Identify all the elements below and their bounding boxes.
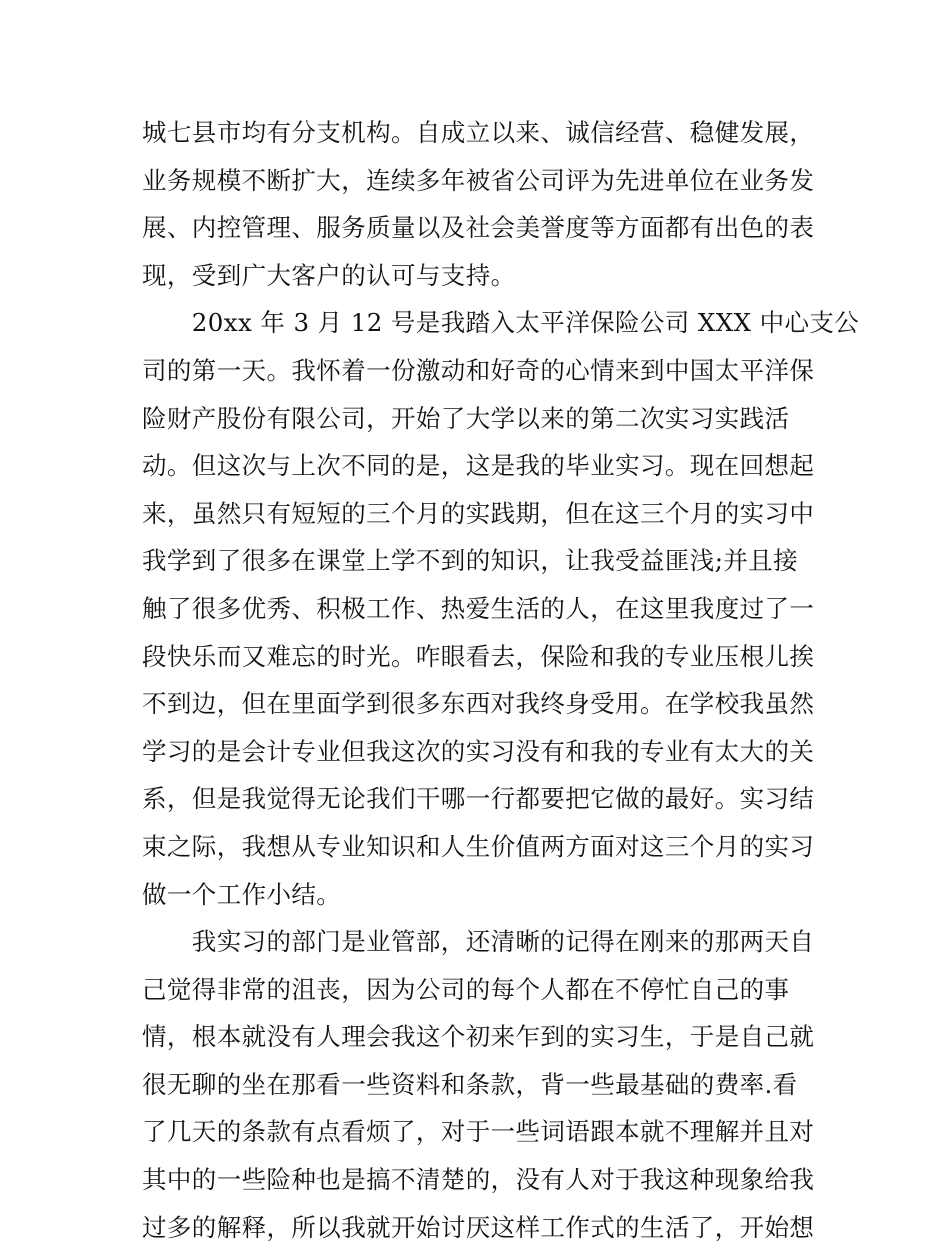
text-line: 学习的是会计专业但我这次的实习没有和我的专业有太大的关 [142, 736, 815, 766]
text-line: 其中的一些险种也是搞不清楚的，没有人对于我这种现象给我 [142, 1165, 815, 1195]
text-line: 司的第一天。我怀着一份激动和好奇的心情来到中国太平洋保 [142, 355, 815, 385]
text-line: 业务规模不断扩大，连续多年被省公司评为先进单位在业务发 [142, 165, 815, 195]
text-line: 过多的解释，所以我就开始讨厌这样工作式的生活了，开始想 [142, 1212, 815, 1242]
text-line: 险财产股份有限公司，开始了大学以来的第二次实习实践活 [142, 403, 790, 433]
body-text [142, 109, 860, 1251]
text-line: 系，但是我觉得无论我们干哪一行都要把它做的最好。实习结 [142, 784, 815, 814]
text-line: 我实习的部门是业管部，还清晰的记得在刚来的那两天自 [142, 927, 815, 957]
text-line: 动。但这次与上次不同的是，这是我的毕业实习。现在回想起 [142, 451, 815, 481]
text-line: 来，虽然只有短短的三个月的实践期，但在这三个月的实习中 [142, 498, 815, 528]
text-line: 不到边，但在里面学到很多东西对我终身受用。在学校我虽然 [142, 689, 815, 719]
text-line: 己觉得非常的沮丧，因为公司的每个人都在不停忙自己的事 [142, 974, 790, 1004]
text-line: 城七县市均有分支机构。自成立以来、诚信经营、稳健发展， [142, 118, 815, 147]
text-line: 情，根本就没有人理会我这个初来乍到的实习生，于是自己就 [142, 1022, 815, 1052]
text-line: 段快乐而又难忘的时光。咋眼看去，保险和我的专业压根儿挨 [142, 641, 815, 671]
text-line: 20xx 年 3 月 12 号是我踏入太平洋保险公司 XXX 中心支公 [142, 308, 860, 338]
text-line: 做一个工作小结。 [142, 879, 342, 909]
text-line: 触了很多优秀、积极工作、热爱生活的人，在这里我度过了一 [142, 593, 815, 623]
text-line: 很无聊的坐在那看一些资料和条款，背一些最基础的费率.看 [142, 1069, 798, 1099]
text-line: 束之际，我想从专业知识和人生价值两方面对这三个月的实习 [142, 831, 815, 861]
text-line: 了几天的条款有点看烦了，对于一些词语跟本就不理解并且对 [142, 1117, 815, 1147]
text-line: 展、内控管理、服务质量以及社会美誉度等方面都有出色的表 [142, 213, 815, 243]
text-line: 我学到了很多在课堂上学不到的知识，让我受益匪浅;并且接 [142, 546, 799, 576]
text-line: 现，受到广大客户的认可与支持。 [142, 260, 516, 290]
